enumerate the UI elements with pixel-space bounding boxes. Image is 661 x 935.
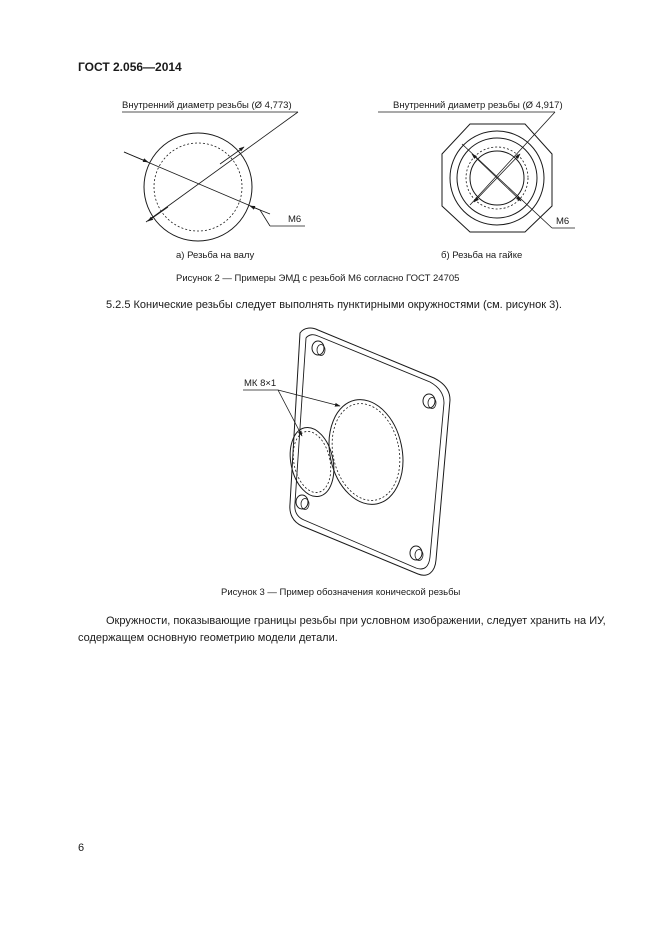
figure2-left-sublabel: а) Резьба на валу <box>176 250 255 261</box>
section-5-2-5-text: 5.2.5 Конические резьбы следует выполнять пунктирными окружностями (см. рисунок 3). <box>106 299 562 311</box>
figure3-thread-label: МК 8×1 <box>244 378 277 389</box>
shaft-outer-circle <box>144 133 252 241</box>
diameter-arrow-icon <box>474 178 497 202</box>
diameter-arrow-icon <box>220 147 244 164</box>
figure2-right-diameter-label: Внутренний диаметр резьбы (Ø 4,917) <box>393 100 563 111</box>
figure2-left-diameter-label: Внутренний диаметр резьбы (Ø 4,773) <box>122 100 292 111</box>
m6-arrow-icon <box>472 154 497 178</box>
paragraph-line-1: Окружности, показывающие границы резьбы при условном изображении, следует хранить на ИУ, <box>106 615 606 627</box>
figure2-left-drawing <box>122 100 305 261</box>
figure2-left-thread-label: М6 <box>288 214 302 225</box>
figure2-right-sublabel: б) Резьба на гайке <box>441 250 523 261</box>
figure3-caption: Рисунок 3 — Пример обозначения конической резьбы <box>221 587 461 598</box>
large-thread-circle <box>320 393 412 512</box>
leader-arrow-icon <box>278 390 340 406</box>
m6-arrow-icon <box>124 152 148 162</box>
document-header: ГОСТ 2.056—2014 <box>78 60 182 74</box>
figure2-right-thread-label: М6 <box>556 216 570 227</box>
leader-arrow-icon <box>278 390 302 436</box>
figure2-right-drawing <box>378 100 575 261</box>
plate-edge <box>295 335 444 569</box>
page-number: 6 <box>78 842 85 854</box>
m6-arrow-icon <box>497 178 521 201</box>
mounting-hole <box>312 341 325 356</box>
mounting-hole <box>296 495 309 510</box>
diameter-arrow-icon <box>497 154 520 178</box>
figure3-drawing <box>243 328 450 575</box>
figure2-caption: Рисунок 2 — Примеры ЭМД с резьбой М6 согласно ГОСТ 24705 <box>176 273 460 284</box>
mounting-hole <box>410 546 423 561</box>
diameter-dimension-line <box>146 112 298 222</box>
shaft-thread-circle <box>154 143 242 231</box>
plate-outline <box>290 328 450 575</box>
mounting-hole <box>423 394 436 409</box>
paragraph-line-2: содержащем основную геометрию модели детали. <box>78 632 338 644</box>
